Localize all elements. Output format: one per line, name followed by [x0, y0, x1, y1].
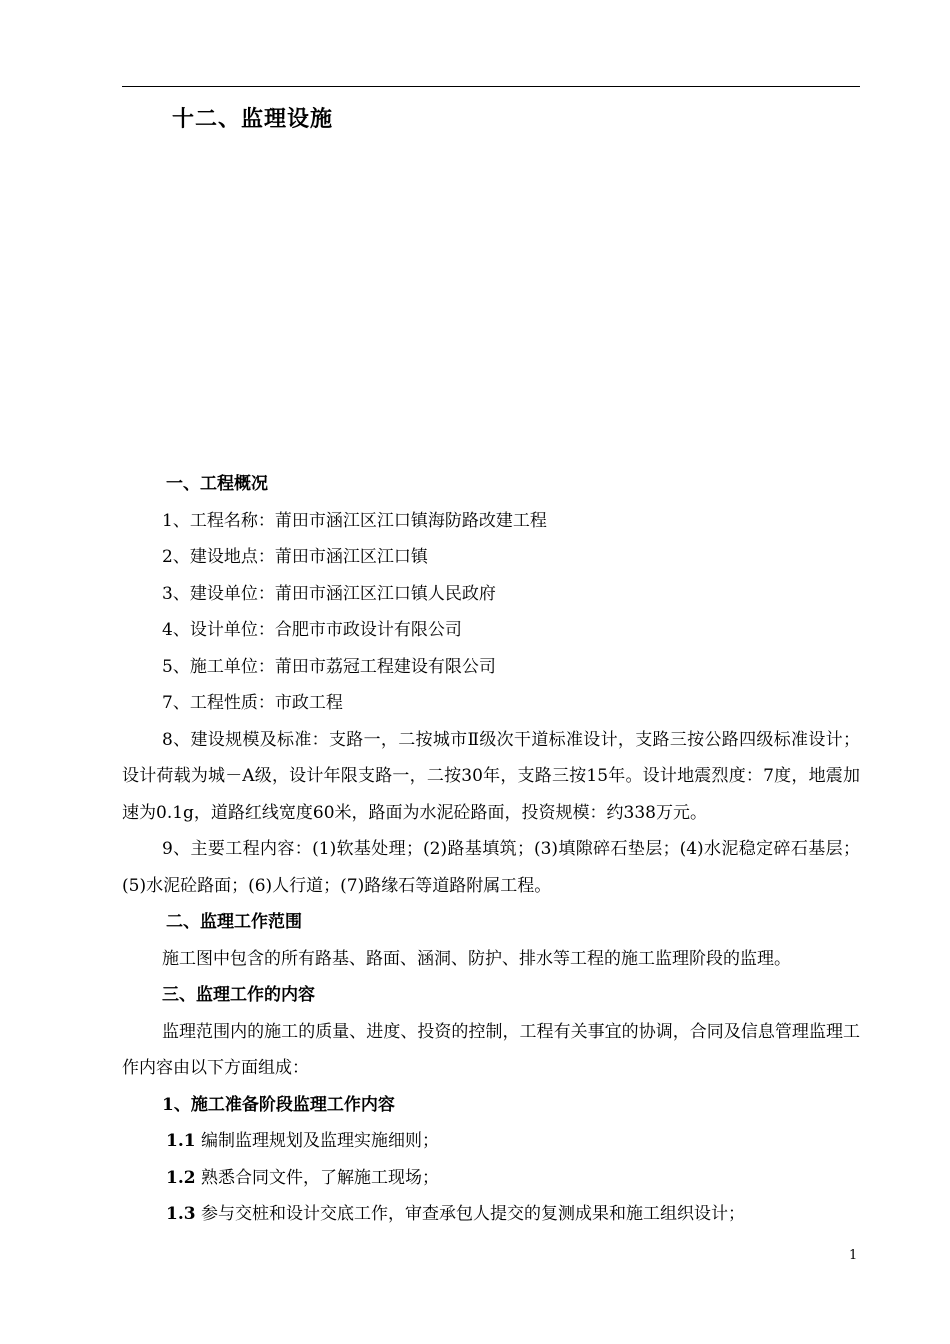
sub-list-item: [122, 1160, 860, 1197]
list-item: 7、工程性质：市政工程: [162, 693, 343, 713]
sub-item-number: 1.3: [166, 1204, 196, 1224]
subsection-heading-preparation: 1、施工准备阶段监理工作内容: [162, 1094, 395, 1115]
list-item: 3、建设单位：莆田市涵江区江口镇人民政府: [162, 583, 496, 604]
paragraph-scope: 施工图中包含的所有路基、路面、涵洞、防护、排水等工程的施工监理阶段的监理。: [162, 948, 791, 969]
list-item: 1、工程名称：莆田市涵江区江口镇海防路改建工程: [162, 510, 547, 531]
sub-item-number: 1.2: [166, 1167, 196, 1188]
sub-item-text: 熟悉合同文件，了解施工现场；: [200, 1167, 439, 1188]
page-title: 十二、监理设施: [172, 106, 334, 132]
sub-list-item: [122, 1196, 860, 1233]
page-number: 1: [849, 1248, 858, 1263]
section-heading-scope: 二、监理工作范围: [166, 912, 302, 932]
sub-item-number: 1.1: [166, 1131, 196, 1151]
paragraph-main-content: 9、主要工程内容：(1)软基处理；(2)路基填筑；(3)填隙碎石垫层；(4)水泥稳定碎石基层；(5)水泥砼路面；(6)人行道；(7)路缘石等道路附属工程。: [122, 839, 860, 896]
list-item: 4、设计单位：合肥市市政设计有限公司: [162, 620, 462, 640]
header-rule: [122, 86, 860, 87]
paragraph-scale-standard: 8、建设规模及标准：支路一，二按城市Ⅱ级次干道标准设计，支路三按公路四级标准设计；设计荷载为城－A级，设计年限支路一，二按30年，支路三按15年。设计地震烈度：7度，地震加速为0.1g，道路红线宽度60米，路面为水泥砼路面，投资规模：约338万元。: [122, 729, 860, 823]
sub-item-text: 编制监理规划及监理实施细则；: [200, 1131, 439, 1151]
section-heading-work-content: 三、监理工作的内容: [162, 985, 315, 1005]
list-item: 2、建设地点：莆田市涵江区江口镇: [162, 547, 428, 567]
document-body: [122, 466, 860, 1233]
sub-list-item: [122, 1123, 860, 1160]
list-item: 5、施工单位：莆田市荔冠工程建设有限公司: [162, 656, 496, 677]
sub-item-text: 参与交桩和设计交底工作，审查承包人提交的复测成果和施工组织设计；: [200, 1204, 745, 1224]
paragraph-work-content: 监理范围内的施工的质量、进度、投资的控制，工程有关事宜的协调，合同及信息管理监理工作内容由以下方面组成：: [122, 1021, 860, 1078]
section-heading-overview: 一、工程概况: [166, 474, 268, 494]
